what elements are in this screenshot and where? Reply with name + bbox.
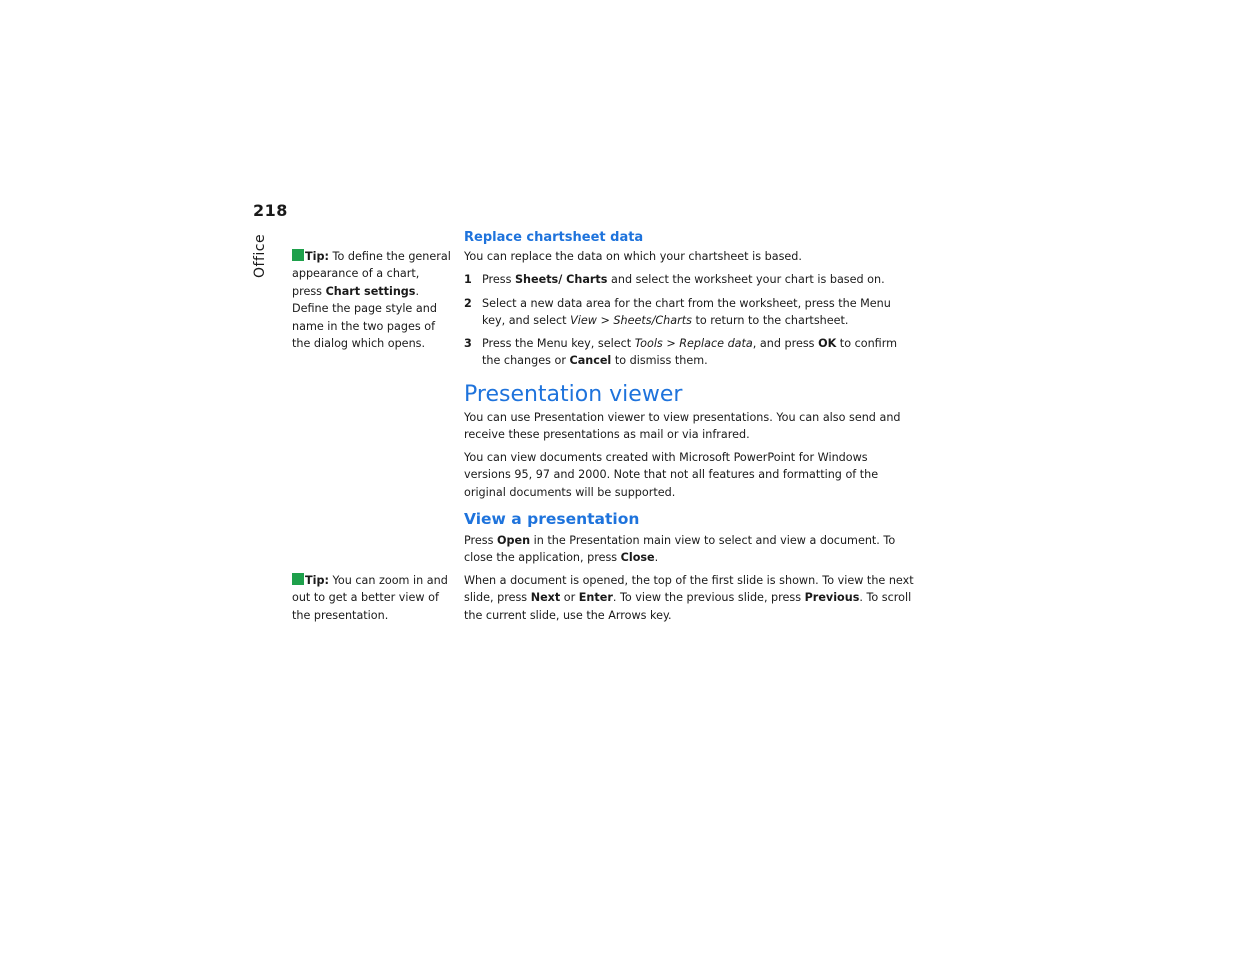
step-number: 2 — [464, 297, 472, 310]
presentation-heading: Presentation viewer — [464, 382, 683, 407]
tip-chart-settings: Tip: To define the general appearance of a chart, press Chart settings. Define the page style and name in the two pages of the dialog which opens. — [292, 250, 451, 351]
view-para-2: When a document is opened, the top of the first slide is shown. To view the next slide, press Next or Enter. To view the previous slide, press Previous. To scroll the current slide, use the Arrows key. — [464, 574, 914, 622]
replace-heading: Replace chartsheet data — [464, 230, 644, 245]
tip-label: Tip: — [305, 574, 329, 587]
view-para-1: Press Open in the Presentation main view to select and view a document. To close the application, press Close. — [464, 534, 896, 565]
tip-icon — [292, 573, 304, 585]
replace-step-1: 1 Press Sheets/ Charts and select the worksheet your chart is based on. — [464, 271, 916, 288]
step-number: 1 — [464, 273, 472, 286]
section-label: Office — [252, 233, 268, 278]
page-number: 218 — [253, 201, 288, 220]
replace-step-3: 3 Press the Menu key, select Tools > Replace data, and press OK to confirm the changes or Cancel to dismiss them. — [464, 337, 898, 368]
replace-intro: You can replace the data on which your chartsheet is based. — [464, 250, 802, 263]
tip-label: Tip: — [305, 250, 329, 263]
tip-zoom: Tip: You can zoom in and out to get a better view of the presentation. — [292, 574, 448, 622]
presentation-para-2: You can view documents created with Microsoft PowerPoint for Windows versions 95, 97 and 2000. Note that not all features and formatting of the original documents will be supported. — [464, 451, 879, 499]
chart-settings-key: Chart settings — [325, 284, 416, 298]
replace-step-2: 2 Select a new data area for the chart from the worksheet, press the Menu key, and select View > Sheets/Charts to return to the chartsheet. — [464, 297, 891, 328]
presentation-para-1: You can use Presentation viewer to view presentations. You can also send and receive these presentations as mail or via infrared. — [464, 411, 901, 442]
tip-icon — [292, 249, 304, 261]
step-number: 3 — [464, 337, 472, 350]
view-heading: View a presentation — [464, 510, 640, 528]
